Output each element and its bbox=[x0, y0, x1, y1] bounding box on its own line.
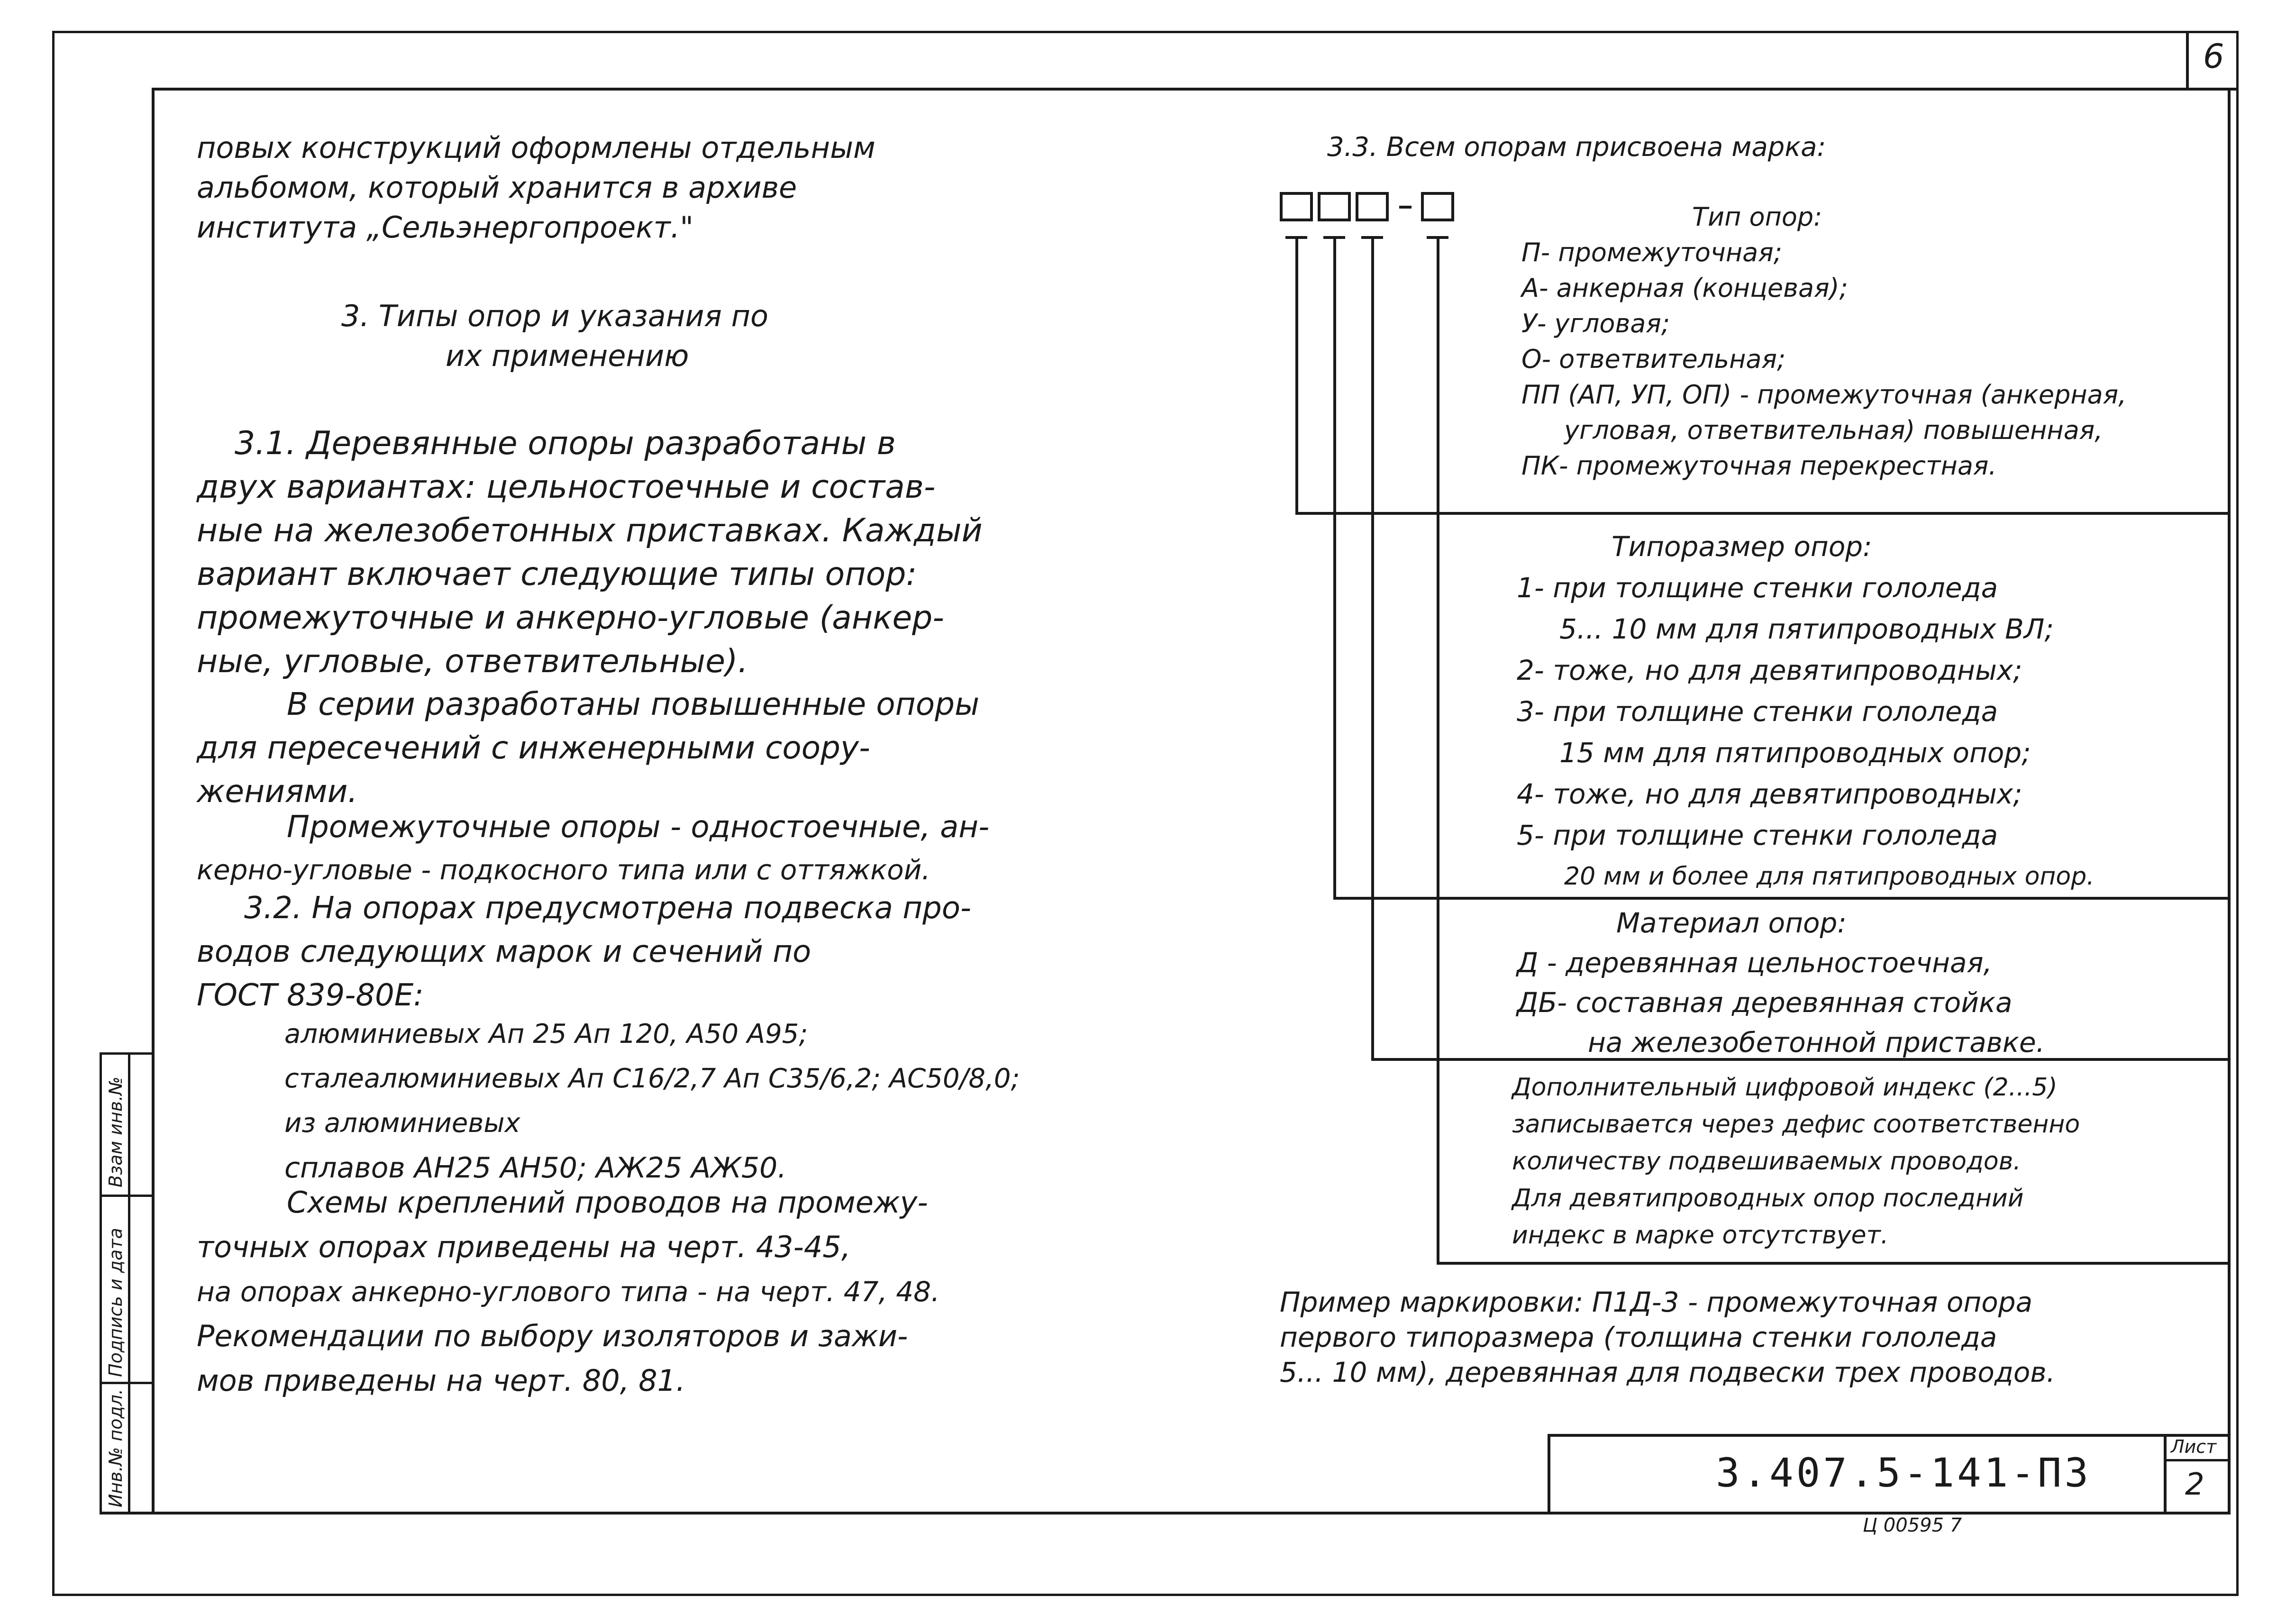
mark-box-2 bbox=[1318, 192, 1351, 221]
text-line: повых конструкций оформлены отдельным bbox=[197, 130, 875, 165]
text-line: Рекомендации по выбору изоляторов и зажи- bbox=[197, 1319, 908, 1353]
text-line: двух вариантах: цельностоечные и состав- bbox=[197, 468, 936, 506]
paragraph-raised bbox=[197, 683, 979, 813]
text-line: на железобетонной приставке. bbox=[1588, 1026, 2045, 1058]
wires-list bbox=[284, 1012, 1020, 1190]
text-line: института „Сельэнергопроект." bbox=[197, 210, 694, 245]
text-line: О- ответвительная; bbox=[1521, 344, 1786, 374]
text-line: записывается через дефис соответственно bbox=[1512, 1110, 2080, 1139]
leader-index-horizontal bbox=[1437, 1262, 2229, 1265]
document-code: 3.407.5-141-П3 bbox=[1716, 1450, 2092, 1496]
text-line: 5- при толщине стенки гололеда bbox=[1517, 819, 1998, 851]
inner-frame-top bbox=[152, 88, 2237, 91]
text-line: ПК- промежуточная перекрестная. bbox=[1521, 451, 1997, 481]
text-line: 4- тоже, но для девятипроводных; bbox=[1517, 778, 2022, 810]
text-line: вариант включает следующие типы опор: bbox=[197, 556, 917, 593]
side-stamp-divider-3 bbox=[100, 1382, 155, 1384]
text-line: точных опорах приведены на черт. 43-45, bbox=[197, 1230, 851, 1264]
leader-type-vertical bbox=[1295, 236, 1298, 515]
sheet-label: Лист bbox=[2171, 1436, 2217, 1457]
text-line: ные на железобетонных приставках. Каждый bbox=[197, 512, 983, 549]
section-heading bbox=[341, 296, 768, 376]
size-block bbox=[1517, 526, 2095, 897]
text-line: Дополнительный цифровой индекс (2...5) bbox=[1512, 1073, 2058, 1102]
text-line: А- анкерная (концевая); bbox=[1521, 273, 1848, 303]
paragraph-schemes bbox=[197, 1180, 940, 1403]
text-line: их применению bbox=[446, 338, 689, 373]
text-line: В серии разработаны повышенные опоры bbox=[287, 686, 980, 722]
leader-index-vertical bbox=[1437, 236, 1439, 1265]
index-block bbox=[1512, 1069, 2080, 1254]
text-line: Пример маркировки: П1Д-3 - промежуточная опора bbox=[1280, 1286, 2033, 1318]
mark-box-3 bbox=[1356, 192, 1389, 221]
text-line: сталеалюминиевых Ап С16/2,7 Ап С35/6,2; АС50/8,0; bbox=[284, 1063, 1020, 1094]
marking-example bbox=[1280, 1285, 2055, 1390]
leader-material-vertical bbox=[1371, 236, 1374, 1061]
paragraph-types bbox=[197, 806, 989, 891]
text-line: мов приведены на черт. 80, 81. bbox=[197, 1363, 685, 1398]
block-title: Типоразмер опор: bbox=[1612, 530, 1872, 563]
text-line: водов следующих марок и сечений по bbox=[197, 934, 811, 969]
text-line: 1- при толщине стенки гололеда bbox=[1517, 572, 1998, 604]
text-line: Схемы креплений проводов на промежу- bbox=[287, 1185, 928, 1220]
stamp-sheet-label-line bbox=[2164, 1459, 2230, 1461]
archive-number: Ц 00595 7 bbox=[1863, 1515, 1962, 1536]
text-line: керно-угловые - подкосного типа или с оттяжкой. bbox=[197, 854, 930, 886]
type-block bbox=[1521, 199, 2126, 484]
inner-frame-right bbox=[2228, 88, 2231, 1515]
text-line: первого типоразмера (толщина стенки гололеда bbox=[1280, 1321, 1997, 1353]
side-stamp-inv: Инв.№ подл. bbox=[105, 1388, 126, 1507]
text-line: 3.2. На опорах предусмотрена подвеска про- bbox=[244, 891, 972, 926]
mark-dash bbox=[1399, 206, 1412, 209]
text-line: промежуточные и анкерно-угловые (анкер- bbox=[197, 599, 944, 637]
text-line: 2- тоже, но для девятипроводных; bbox=[1517, 654, 2022, 686]
side-stamp-replace: Взам инв.№ bbox=[105, 1077, 126, 1187]
text-line: ДБ- составная деревянная стойка bbox=[1517, 986, 2013, 1019]
text-line: 3- при толщине стенки гололеда bbox=[1517, 695, 1998, 728]
text-line: 3.1. Деревянные опоры разработаны в bbox=[235, 425, 896, 462]
text-line: количеству подвешиваемых проводов. bbox=[1512, 1147, 2021, 1176]
block-title: Тип опор: bbox=[1692, 202, 1822, 232]
side-stamp-sign: Подпись и дата bbox=[105, 1228, 126, 1377]
text-line: У- угловая; bbox=[1521, 309, 1670, 338]
text-line: на опорах анкерно-углового типа - на черт. 47, 48. bbox=[197, 1276, 940, 1308]
text-line: ПП (АП, УП, ОП) - промежуточная (анкерная, bbox=[1521, 380, 2127, 410]
paragraph-3-2 bbox=[197, 886, 971, 1017]
outer-frame-right bbox=[2236, 31, 2239, 1595]
corner-number: 6 bbox=[2203, 37, 2224, 76]
stamp-sheet-divider bbox=[2164, 1434, 2167, 1515]
paragraph-3-1 bbox=[197, 422, 983, 684]
text-line: 20 мм и более для пятипроводных опор. bbox=[1564, 862, 2095, 891]
marking-heading: 3.3. Всем опорам присвоена марка: bbox=[1327, 132, 1826, 163]
text-line: Д - деревянная цельностоечная, bbox=[1517, 947, 1992, 979]
material-block bbox=[1517, 903, 2045, 1062]
text-line: угловая, ответвительная) повышенная, bbox=[1564, 415, 2103, 445]
text-line: Промежуточные опоры - одностоечные, ан- bbox=[287, 810, 990, 845]
text-line: ГОСТ 839-80Е: bbox=[197, 978, 424, 1013]
intro-paragraph bbox=[197, 128, 875, 247]
text-line: индекс в марке отсутствует. bbox=[1512, 1221, 1889, 1250]
text-line: ные, угловые, ответвительные). bbox=[197, 643, 748, 680]
text-line: 3. Типы опор и указания по bbox=[341, 299, 769, 333]
leader-type-horizontal bbox=[1295, 512, 2229, 515]
block-title: Материал опор: bbox=[1616, 907, 1847, 939]
text-line: 15 мм для пятипроводных опор; bbox=[1559, 737, 2031, 769]
outer-frame-bottom bbox=[52, 1594, 2239, 1596]
text-line: 5... 10 мм для пятипроводных ВЛ; bbox=[1559, 613, 2054, 645]
text-line: Для девятипроводных опор последний bbox=[1512, 1184, 2024, 1213]
outer-frame-left bbox=[52, 31, 55, 1595]
mark-box-4 bbox=[1421, 192, 1454, 221]
text-line: алюминиевых Ап 25 Ап 120, А50 А95; bbox=[284, 1019, 808, 1049]
text-line: жениями. bbox=[197, 773, 358, 810]
text-line: 5... 10 мм), деревянная для подвески трех проводов. bbox=[1280, 1356, 2056, 1388]
text-line: сплавов АН25 АН50; АЖ25 АЖ50. bbox=[284, 1151, 787, 1185]
side-stamp-divider-2 bbox=[100, 1195, 155, 1197]
text-line: для пересечений с инженерными соору- bbox=[197, 730, 870, 766]
text-line: альбомом, который хранится в архиве bbox=[197, 170, 797, 205]
text-line: из алюминиевых bbox=[284, 1108, 520, 1139]
leader-size-vertical bbox=[1333, 236, 1336, 900]
mark-box-1 bbox=[1280, 192, 1313, 221]
sheet-number: 2 bbox=[2185, 1467, 2204, 1502]
side-stamp-divider-1 bbox=[128, 1052, 130, 1515]
text-line: П- промежуточная; bbox=[1521, 237, 1782, 267]
outer-frame-top bbox=[52, 31, 2237, 33]
